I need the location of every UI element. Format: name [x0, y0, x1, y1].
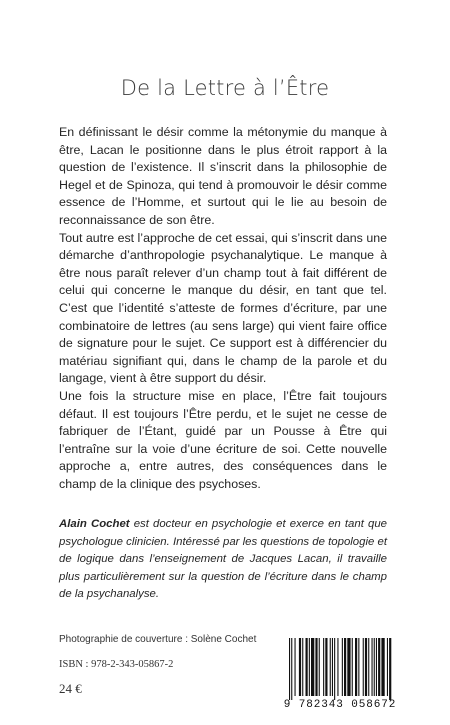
barcode-bar	[368, 638, 369, 696]
barcode-bar	[330, 638, 331, 696]
barcode-bar	[372, 638, 373, 696]
barcode-bar	[358, 638, 359, 696]
barcode-bar	[352, 638, 353, 696]
barcode-bar	[323, 638, 324, 696]
barcode-bar	[374, 638, 375, 696]
barcode-bar	[295, 638, 296, 696]
barcode-bar	[299, 638, 301, 696]
synopsis-paragraph-1: En définissant le désir comme la métonymie du manque à être, Lacan le positionne dans le plus étroit rapport à la question de l’existence. Il s’inscrit dans la philosophie de Hegel et de Spinoza, qui tend à promouvoir le désir comme essence de l’Homme, et surtout qui le lie au besoin de reconnaissance de son être.	[59, 125, 387, 227]
barcode	[279, 636, 401, 713]
barcode-bar	[315, 638, 317, 696]
barcode-bar	[355, 638, 357, 696]
barcode-bar	[311, 638, 314, 696]
barcode-bar	[342, 638, 343, 696]
barcode-bar	[325, 638, 327, 696]
barcode-bar	[389, 638, 391, 700]
barcode-bars	[279, 636, 401, 700]
photo-credit: Photographie de couverture : Solène Cochet	[59, 634, 257, 645]
barcode-bar	[347, 638, 350, 696]
barcode-bar	[344, 638, 346, 696]
synopsis-paragraph-3: Une fois la structure mise en place, l’Être fait toujours défaut. Il est toujours l’Être perdu, et le sujet ne cesse de fabriquer de l’Étant, guidé par un Pousse à Être qui l’entraîne sur la voie d’une écriture de soi. Cette nouvelle approche a, entre autres, des conséquences dans le champ de la clinique des psychoses.	[59, 388, 387, 491]
barcode-bar	[289, 638, 290, 700]
barcode-bar	[309, 638, 310, 696]
author-name: Alain Cochet	[59, 518, 130, 530]
barcode-bar	[378, 638, 380, 696]
synopsis	[59, 124, 387, 493]
synopsis-paragraph-2: Tout autre est l’approche de cet essai, qui s’inscrit dans une démarche d’anthropologie psychanalytique. Le manque à être nous paraît relever d’un champ tout à fait différent de celui qui concerne le manque du désir, en tant que tel. C’est que l’identité s’atteste de formes d’écriture, par une combinatoire de lettres (au sens large) qui vient faire office de signature pour le sujet. Ce support est à différencier du matériau signifiant qui, dans le champ de la parole et du langage, vient à être support du désir.	[59, 230, 387, 386]
barcode-bar	[334, 638, 335, 700]
barcode-bar	[363, 638, 364, 696]
barcode-bar	[365, 638, 367, 696]
barcode-bar	[337, 638, 338, 696]
barcode-digits: 9 782343 058672	[283, 699, 397, 711]
barcode-bar	[387, 638, 388, 696]
barcode-bar	[376, 638, 377, 696]
book-title: De la Lettre à l’Être	[120, 76, 330, 100]
isbn: ISBN : 978-2-343-05867-2	[59, 659, 174, 670]
barcode-bar	[381, 638, 384, 696]
barcode-bar	[306, 638, 308, 696]
author-bio-text: est docteur en psychologie et exerce en tant que psychologue clinicien. Intéressé par les questions de topologie et de logique dans l’enseignement de Jacques Lacan, il travaille plus particulièrement sur la question de l’écriture dans le champ de la psychanalyse.	[59, 518, 388, 601]
barcode-bar	[291, 638, 292, 700]
price: 24 €	[59, 681, 82, 696]
barcode-bar	[319, 638, 320, 696]
author-bio	[59, 516, 387, 604]
barcode-bar	[302, 638, 303, 696]
barcode-bar	[332, 638, 333, 696]
